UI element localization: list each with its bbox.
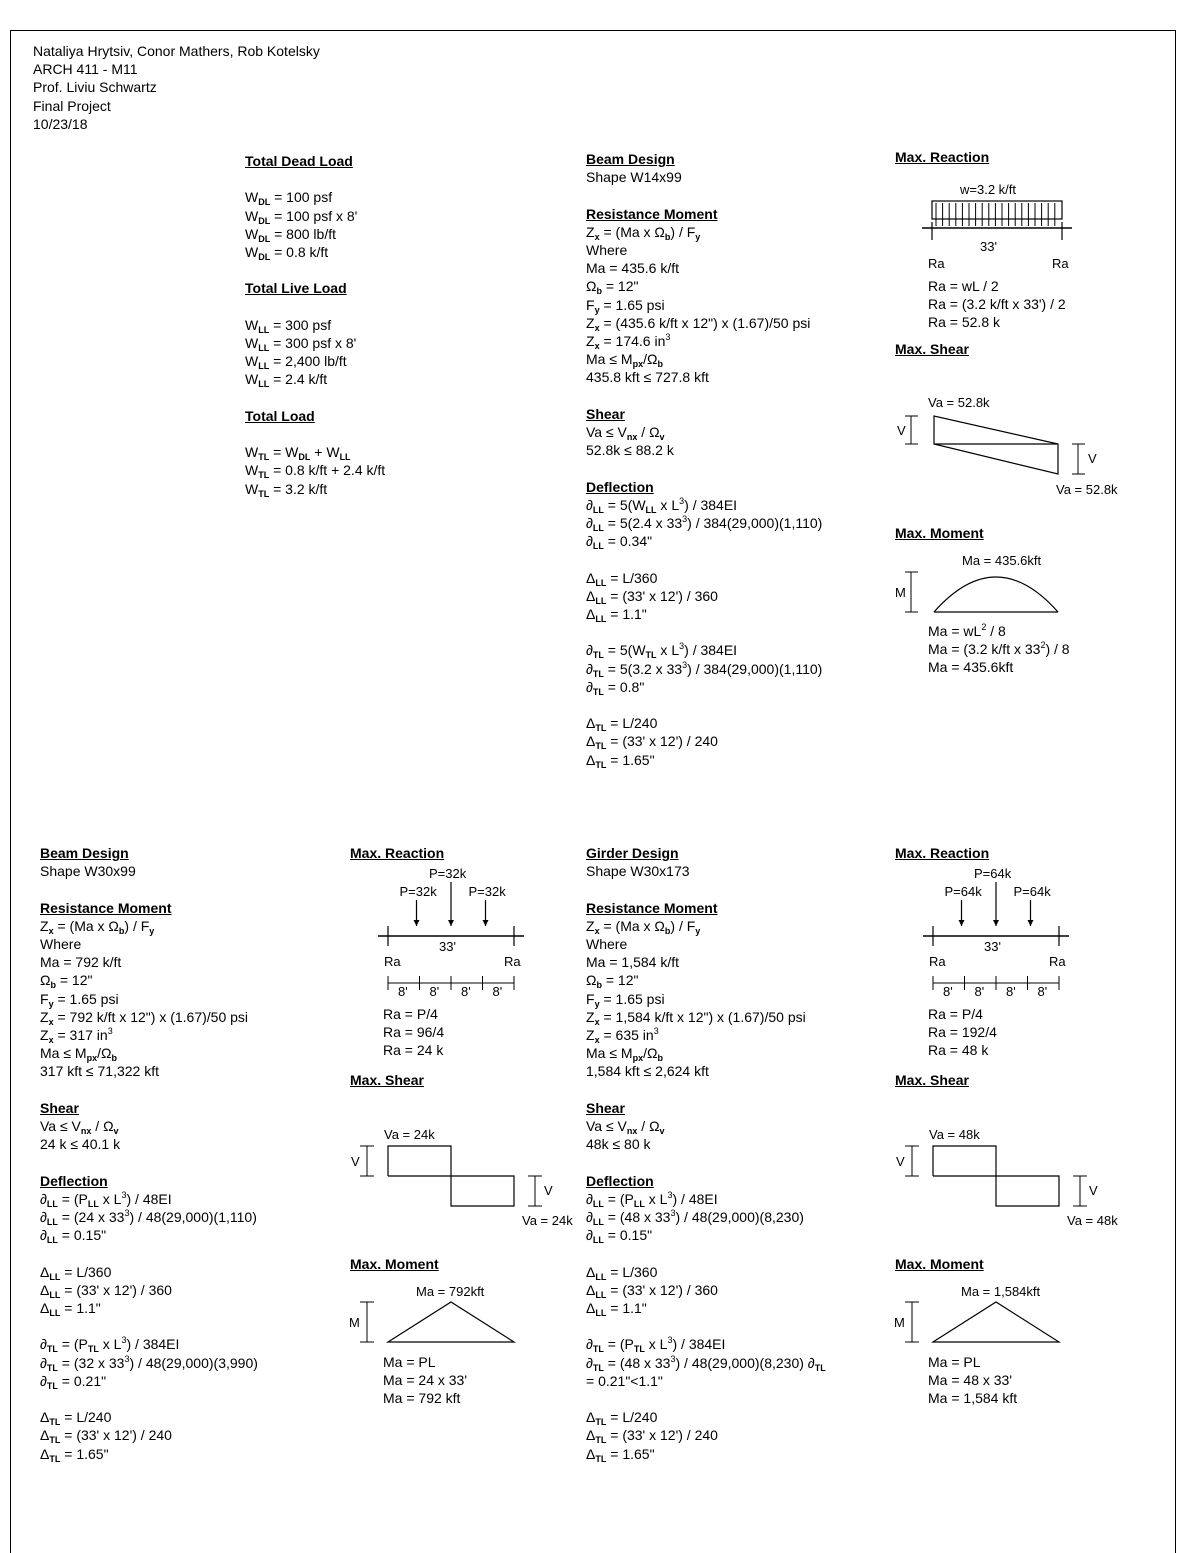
shear-top-label: Va = 24k	[384, 1127, 435, 1142]
girder-shape: Shape W30x173	[586, 863, 690, 880]
segment-label: 8'	[398, 984, 408, 999]
project-name: Final Project	[33, 97, 111, 114]
calc-line: Ra = (3.2 k/ft x 33') / 2	[928, 296, 1066, 313]
calc-line: 52.8k ≤ 88.2 k	[586, 442, 674, 459]
calc-line: Ra = 48 k	[928, 1042, 989, 1059]
calc-line: $Z_x = 792$ k/ft x 12") x (1.67)/50 psi	[40, 1008, 249, 1027]
segment-label: 8'	[1006, 984, 1016, 999]
girder-shear-title: Shear	[586, 1099, 625, 1116]
calc-line: $\Delta_{TL} = 1.65$"	[40, 1445, 109, 1464]
calc-line: Ma = PL	[928, 1354, 981, 1370]
beam2-resistance-title: Resistance Moment	[40, 899, 172, 916]
moment-shape	[933, 1302, 1059, 1342]
calc-line: $\partial_{LL} = (P_{LL}$ x $L^3) / 48EI$	[40, 1189, 172, 1209]
girder-resistance-title: Resistance Moment	[586, 899, 718, 916]
calc-line: $\Delta_{TL} = L/240$	[40, 1409, 112, 1428]
p-center-label: P=64k	[974, 866, 1012, 881]
p-center-label: P=32k	[429, 866, 467, 881]
calc-line: Ma = 24 x 33'	[383, 1372, 467, 1389]
shear-top-label: Va = 48k	[929, 1127, 980, 1142]
calc-line: $Z_x = 317$ $in^3$	[40, 1026, 113, 1046]
calc-line: $Z_x = (Ma$ x $\Omega_b) / F_y$	[40, 917, 155, 936]
calc-line: $Z_x = (435.6$ k/ft x 12") x (1.67)/50 psi	[586, 314, 811, 333]
v-label-left: V	[351, 1154, 360, 1169]
ra-right: Ra	[504, 954, 521, 969]
calc-line: 317 kft ≤ 71,322 kft	[40, 1063, 159, 1080]
beam2-title: Beam Design	[40, 845, 129, 861]
calc-line: $W_{TL} = 3.2$ k/ft	[245, 480, 328, 499]
calc-line: Ma = 48 x 33'	[928, 1372, 1012, 1389]
calc-line: Ra = 52.8 k	[928, 314, 1000, 331]
segment-label: 8'	[974, 984, 985, 999]
calc-line: Ra = P/4	[928, 1006, 983, 1022]
calc-line: $\partial_{LL} = 5(W_{LL}$ x $L^3) / 384EI$	[586, 495, 738, 515]
calc-line: $W_{LL} = 2,400$ lb/ft	[245, 353, 347, 372]
maxshear-title-head	[895, 1071, 969, 1089]
shear-shape	[933, 1146, 1059, 1206]
beam1-maxshear-title: Max. Shear	[895, 341, 969, 357]
calc-line: $\partial_{TL} = (P_{TL}$ x $L^3) / 384EI$	[40, 1335, 180, 1355]
shear-bottom-label: Va = 48k	[1067, 1213, 1118, 1228]
girder-title: Girder Design	[586, 845, 679, 861]
calc-line: $W_{DL} = 0.8$ k/ft	[245, 244, 329, 262]
calc-line: Where	[586, 242, 628, 258]
calc-line: Ma = 435.6 k/ft	[586, 260, 679, 277]
calc-line: $\partial_{TL} = (P_{TL}$ x $L^3) / 384EI$	[586, 1335, 726, 1355]
calc-line: $Va \le V_{nx} / \Omega_v$	[40, 1118, 119, 1137]
calc-line: $\Delta_{LL} = 1.1$"	[40, 1300, 101, 1319]
beam1-ra-right: Ra	[1052, 256, 1069, 271]
calc-line: $\Omega_b = 12$"	[40, 972, 93, 991]
calc-line: $Z_x = (Ma$ x $\Omega_b) / F_y$	[586, 223, 701, 242]
p-left-label: P=32k	[399, 884, 437, 899]
total-load-title: Total Load	[245, 407, 315, 424]
calc-line: Where	[40, 936, 82, 952]
calc-line: $W_{TL} = 0.8$ k/ft + 2.4 k/ft	[245, 462, 386, 481]
calc-line: $\partial_{TL} = 0.21$"	[40, 1372, 107, 1391]
beam1-resistance-title: Resistance Moment	[586, 205, 718, 222]
calc-line: $W_{DL} = 100$ psf	[245, 189, 333, 208]
calc-line: $Z_x = 174.6$ $in^3$	[586, 332, 671, 352]
v-label-right: V	[1089, 1183, 1098, 1198]
calc-line: Ma = PL	[383, 1354, 436, 1370]
beam1-moment-top: Ma = 435.6kft	[962, 553, 1042, 568]
calc-line: $\Omega_b = 12$"	[586, 972, 639, 991]
v-label-right: V	[544, 1183, 553, 1198]
beam1-m-label: M	[895, 585, 906, 600]
calc-line: $F_y = 1.65$ psi	[586, 990, 665, 1009]
date: 10/23/18	[33, 115, 88, 132]
girder-deflection-title: Deflection	[586, 1172, 654, 1189]
reaction-title: Max. Reaction	[895, 845, 990, 861]
reaction-title: Max. Reaction	[350, 845, 445, 861]
calc-line: $F_y = 1.65$ psi	[586, 296, 665, 315]
calc-line: $W_{LL} = 2.4$ k/ft	[245, 371, 328, 390]
m-label: M	[894, 1315, 905, 1330]
beam1-shear-bottom: Va = 52.8k	[1056, 482, 1118, 497]
calc-line: 24 k ≤ 40.1 k	[40, 1136, 121, 1153]
calc-line: $\Delta_{LL} = (33'$ x 12') / 360	[40, 1281, 172, 1300]
calc-line: $\partial_{TL} = 5(3.2$ x $33^3) / 384(29,000)(1,110)$	[586, 659, 823, 679]
calc-line: Ma = 1,584 kft	[928, 1390, 1018, 1407]
calc-line: Ma = 1,584 k/ft	[586, 954, 679, 971]
beam1-v-label-right: V	[1088, 451, 1097, 466]
calc-line: $\Delta_{TL} = L/240$	[586, 715, 658, 734]
calc-line: $\Delta_{TL} = (33'$ x 12') / 240	[40, 1427, 172, 1446]
moment-top-label: Ma = 1,584kft	[961, 1284, 1041, 1299]
segment-label: 8'	[492, 984, 503, 999]
beam1-reaction-title: Max. Reaction	[895, 149, 990, 165]
calc-line: $\Delta_{LL} = L/360$	[40, 1263, 112, 1282]
calc-line: 1,584 kft ≤ 2,624 kft	[586, 1063, 709, 1080]
shear-bottom-label: Va = 24k	[522, 1213, 573, 1228]
calc-line: $\Delta_{TL} = (33'$ x 12') / 240	[586, 733, 718, 752]
calc-line: $\partial_{TL} = 5(W_{TL}$ x $L^3) / 384EI$	[586, 641, 738, 661]
moment-calc	[928, 1353, 1017, 1408]
calc-line: $Ma \le M_{px}/\Omega_b$	[586, 1045, 663, 1064]
calc-line: $\Delta_{LL} = 1.1$"	[586, 606, 647, 625]
segment-label: 8'	[943, 984, 953, 999]
segment-label: 8'	[461, 984, 471, 999]
calc-line: $\partial_{LL} = 0.15$"	[586, 1227, 653, 1246]
beam1-deflection-title: Deflection	[586, 478, 654, 495]
v-label-left: V	[896, 1154, 905, 1169]
calc-line: $F_y = 1.65$ psi	[40, 990, 119, 1009]
calc-line: Ma = (3.2 k/ft x $33^2) / 8$	[928, 640, 1070, 658]
segment-label: 8'	[1037, 984, 1048, 999]
reaction-calc	[928, 1005, 997, 1060]
moment-top-label: Ma = 792kft	[416, 1284, 485, 1299]
calc-line: $\partial_{LL} = 0.15$"	[40, 1227, 107, 1246]
calc-line: $W_{LL} = 300$ psf	[245, 316, 332, 335]
calc-line: $\Delta_{TL} = L/240$	[586, 1409, 658, 1428]
calc-line: $\Delta_{LL} = 1.1$"	[586, 1300, 647, 1319]
calc-line: Where	[586, 936, 628, 952]
beam1-shape: Shape W14x99	[586, 169, 682, 186]
calc-line: $\partial_{TL} = (32$ x $33^3) / 48(29,000)(3,990)$	[40, 1353, 258, 1373]
beam2-shape: Shape W30x99	[40, 863, 136, 880]
ra-left: Ra	[384, 954, 401, 969]
calc-line: Ma = 792 kft	[383, 1390, 461, 1407]
calc-line: $Va \le V_{nx} / \Omega_v$	[586, 424, 665, 443]
span-label: 33'	[439, 939, 456, 954]
calc-line: $\partial_{LL} = 0.34$"	[586, 533, 653, 552]
calc-line: $\Delta_{TL} = (33'$ x 12') / 240	[586, 1427, 718, 1446]
calc-line: $W_{LL} = 300$ psf x 8'	[245, 334, 357, 353]
calc-line: $Z_x = 1,584$ k/ft x 12") x (1.67)/50 psi	[586, 1008, 806, 1027]
calc-line: $Va \le V_{nx} / \Omega_v$	[586, 1118, 665, 1137]
calc-line: $\Omega_b = 12$"	[586, 278, 639, 297]
calc-line: $\Delta_{TL} = 1.65$"	[586, 751, 655, 770]
calc-line: Ra = 96/4	[383, 1024, 445, 1041]
calc-line: $Ma \le M_{px}/\Omega_b$	[40, 1045, 117, 1064]
calc-line: Ra = P/4	[383, 1006, 438, 1022]
beam1-maxmoment-title: Max. Moment	[895, 525, 984, 541]
dead-load-title: Total Dead Load	[245, 153, 353, 169]
authors: Nataliya Hrytsiv, Conor Mathers, Rob Kotelsky	[33, 43, 320, 59]
calc-line: $\partial_{LL} = 5(2.4$ x $33^3) / 384(29,000)(1,110)$	[586, 514, 823, 534]
beam1-ra-left: Ra	[928, 256, 945, 271]
beam1-shear-title: Shear	[586, 405, 625, 422]
beam1-shear-top: Va = 52.8k	[928, 395, 990, 410]
segment-label: 8'	[429, 984, 440, 999]
calc-line: Ma = 435.6kft	[928, 659, 1014, 676]
beam2-shear-title: Shear	[40, 1099, 79, 1116]
beam1-span-label: 33'	[980, 239, 997, 254]
p-center-arrow-head	[993, 920, 999, 926]
ra-right: Ra	[1049, 954, 1066, 969]
calc-line: $Z_x = (Ma$ x $\Omega_b) / F_y$	[586, 917, 701, 936]
beam2-deflection-title: Deflection	[40, 1172, 108, 1189]
calc-line: $W_{TL} = W_{DL} + W_{LL}$	[245, 444, 351, 463]
p-right-arrow-head	[1028, 920, 1034, 926]
p-left-arrow-head	[959, 920, 965, 926]
calc-line: $\Delta_{LL} = L/360$	[586, 1263, 658, 1282]
calc-line: = 0.21"<1.1"	[586, 1372, 663, 1389]
calc-line: $\partial_{TL} = (48$ x $33^3) / 48(29,000)(8,230)$ $\partial_{TL}$	[586, 1353, 826, 1373]
calc-line: Ra = 192/4	[928, 1024, 997, 1041]
m-label: M	[349, 1315, 360, 1330]
course: ARCH 411 - M11	[33, 61, 138, 78]
calc-line: $\Delta_{TL} = 1.65$"	[586, 1445, 655, 1464]
maxmoment-title: Max. Moment	[895, 1256, 984, 1272]
calc-line: $W_{DL} = 100$ psf x 8'	[245, 207, 358, 226]
calc-line: $\Delta_{LL} = L/360$	[586, 569, 658, 588]
calc-line: Ra = wL / 2	[928, 278, 999, 294]
calc-line: $\partial_{LL} = (24$ x $33^3) / 48(29,000)(1,110)$	[40, 1208, 257, 1228]
calc-line: $W_{DL} = 800$ lb/ft	[245, 225, 336, 244]
live-load-title: Total Live Load	[245, 280, 347, 297]
p-left-label: P=64k	[944, 884, 982, 899]
maxshear-title: Max. Shear	[895, 1072, 969, 1088]
maxmoment-title: Max. Moment	[350, 1256, 439, 1272]
maxshear-title: Max. Shear	[350, 1072, 424, 1088]
calc-line: $\partial_{LL} = (48$ x $33^3) / 48(29,000)(8,230)$	[586, 1208, 804, 1228]
calc-line: $\partial_{LL} = (P_{LL}$ x $L^3) / 48EI$	[586, 1189, 718, 1209]
p-right-label: P=64k	[1013, 884, 1051, 899]
beam1-title: Beam Design	[586, 151, 675, 167]
calc-line: $Ma = wL^2 / 8$	[928, 622, 1006, 639]
span-label: 33'	[984, 939, 1001, 954]
calc-line: $Z_x = 635$ $in^3$	[586, 1026, 659, 1046]
calc-line: Ma = 792 k/ft	[40, 954, 122, 971]
maxmoment-title-head	[895, 1255, 984, 1273]
p-right-label: P=32k	[468, 884, 506, 899]
calc-line: $Ma \le M_{px}/\Omega_b$	[586, 351, 663, 370]
calc-line: $\Delta_{LL} = (33'$ x 12') / 360	[586, 1281, 718, 1300]
professor: Prof. Liviu Schwartz	[33, 79, 157, 96]
calc-line: $\Delta_{LL} = (33'$ x 12') / 360	[586, 587, 718, 606]
calc-line: 435.8 kft ≤ 727.8 kft	[586, 369, 709, 386]
calc-line: $\partial_{TL} = 0.8$"	[586, 678, 645, 697]
calc-line: Ra = 24 k	[383, 1042, 444, 1059]
beam1-v-label: V	[897, 423, 906, 438]
ra-left: Ra	[929, 954, 946, 969]
calc-line: 48k ≤ 80 k	[586, 1136, 651, 1153]
beam1-load-label: w=3.2 k/ft	[960, 182, 1016, 197]
